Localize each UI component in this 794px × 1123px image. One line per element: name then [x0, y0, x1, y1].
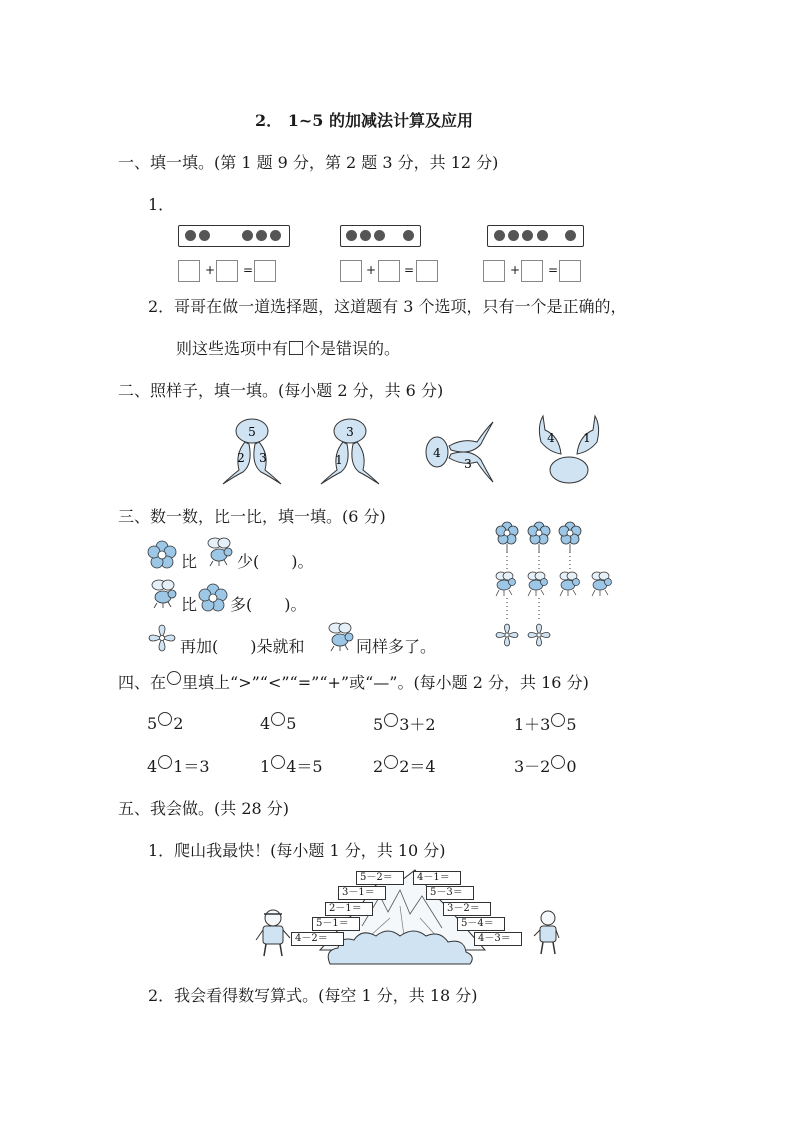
answer-circle-icon[interactable]: [271, 755, 285, 769]
section-4-heading-post: 里填上“>”“<”“=”“+”或“—”。(每小题 2 分，共 16 分): [182, 673, 589, 692]
petal-flower-icon: [528, 624, 550, 646]
bee-icon: [528, 572, 548, 596]
dot: [374, 230, 385, 241]
compare-right: 4＝5: [286, 757, 323, 776]
compare-right: 3＋2: [399, 715, 436, 734]
counting-illustration: [488, 520, 618, 652]
dot: [565, 230, 576, 241]
answer-box[interactable]: [521, 260, 543, 282]
answer-circle-icon[interactable]: [551, 755, 565, 769]
dot: [494, 230, 505, 241]
equation-box[interactable]: 4－1＝: [413, 871, 461, 885]
compare-left: 2: [373, 757, 384, 776]
dot: [242, 230, 253, 241]
page-title: 2． 1~5 的加减法计算及应用: [255, 111, 473, 130]
dot: [256, 230, 267, 241]
row-2-text-b: 多( )。: [230, 595, 307, 614]
section-1-heading: 一、填一填。(第 1 题 9 分，第 2 题 3 分，共 12 分): [118, 153, 499, 172]
question-2-line-1: 2．哥哥在做一道选择题，这道题有 3 个选项，只有一个是正确的，: [148, 297, 627, 316]
dot: [522, 230, 533, 241]
dot: [537, 230, 548, 241]
compare-item: [147, 754, 210, 777]
compare-left: 5: [373, 715, 384, 734]
decomposition-figures: [215, 412, 645, 486]
bee-icon: [203, 535, 235, 567]
compare-right: 5: [566, 715, 577, 734]
circle-icon: [167, 671, 181, 685]
flower-icon: [496, 522, 518, 552]
boy-left-icon: [256, 910, 290, 956]
answer-circle-icon[interactable]: [551, 713, 565, 727]
compare-left: 4: [147, 757, 158, 776]
equals-sign: =: [243, 263, 254, 277]
compare-left: 4: [260, 714, 271, 733]
answer-box[interactable]: [483, 260, 505, 282]
answer-box[interactable]: [340, 260, 362, 282]
answer-box[interactable]: [416, 260, 438, 282]
section-2-heading: 二、照样子，填一填。(每小题 2 分，共 6 分): [118, 381, 444, 400]
compare-item: [514, 754, 577, 777]
flower-icon: [147, 540, 177, 570]
group-2-left-number: 1: [335, 453, 343, 467]
compare-item: [373, 712, 436, 735]
plus-sign: +: [366, 263, 377, 277]
petal-flower-icon: [148, 624, 176, 652]
dot: [270, 230, 281, 241]
dot-bar-2: [340, 225, 421, 247]
equation-box[interactable]: 4－2＝: [291, 932, 344, 946]
compare-left: 1: [260, 757, 271, 776]
answer-circle-icon[interactable]: [384, 755, 398, 769]
decomposition-group-3: [426, 422, 493, 482]
section-4-heading-pre: 四、在: [118, 673, 167, 692]
answer-box[interactable]: [254, 260, 276, 282]
group-3-left-number: 4: [433, 446, 441, 460]
section-5-heading: 五、我会做。(共 28 分): [118, 799, 290, 818]
section-3-heading: 三、数一数，比一比，填一填。(6 分): [118, 507, 386, 526]
group-4-right-number: 1: [583, 431, 591, 445]
answer-box[interactable]: [178, 260, 200, 282]
compare-item: [373, 754, 436, 777]
flowers-row: [496, 522, 581, 552]
dot: [199, 230, 210, 241]
row-1-text-b: 少( )。: [237, 552, 314, 571]
compare-right: 2: [173, 714, 184, 733]
equation-box[interactable]: 4－3＝: [474, 932, 522, 946]
compare-item: [260, 712, 296, 733]
equation-box[interactable]: 5－1＝: [312, 917, 360, 931]
section-5-question-2: 2．我会看得数写算式。(每空 1 分，共 18 分): [148, 986, 478, 1005]
answer-circle-icon[interactable]: [271, 712, 285, 726]
compare-item: [514, 712, 577, 735]
dot-bar-1: [178, 225, 290, 247]
answer-box[interactable]: [216, 260, 238, 282]
question-2-line-2: [176, 336, 400, 359]
equation-box[interactable]: 3－2＝: [443, 902, 491, 916]
petal-flower-icon: [496, 624, 518, 646]
equals-sign: =: [548, 263, 559, 277]
compare-left: 5: [147, 714, 158, 733]
compare-item: [147, 712, 183, 733]
dot-bar-3: [487, 225, 584, 247]
equals-sign: =: [404, 263, 415, 277]
compare-left: 1＋3: [514, 715, 551, 734]
bee-icon: [147, 577, 179, 609]
dot: [185, 230, 196, 241]
question-2-text-pre: 则这些选项中有: [176, 339, 289, 358]
decomposition-group-4: [539, 416, 598, 483]
answer-circle-icon[interactable]: [158, 755, 172, 769]
group-2-top-number: 3: [346, 425, 354, 439]
section-4-heading: [118, 670, 589, 693]
equation-box[interactable]: 5－2＝: [356, 871, 404, 885]
compare-right: 2＝4: [399, 757, 436, 776]
group-3-bottom-number: 3: [464, 457, 472, 471]
bee-icon: [324, 620, 356, 652]
dot: [360, 230, 371, 241]
question-1-number: 1．: [148, 195, 175, 214]
group-1-left-number: 2: [237, 451, 245, 465]
boy-right-icon: [534, 911, 559, 954]
question-2-text-post: 个是错误的。: [304, 339, 401, 358]
plus-sign: +: [205, 263, 216, 277]
flower-icon: [559, 522, 581, 552]
bees-row: [496, 572, 612, 596]
row-3-text-a: 再加( )朵就和: [180, 637, 305, 656]
petal-flowers-row: [496, 624, 550, 646]
equation-box[interactable]: 5－4＝: [457, 917, 505, 931]
answer-circle-icon[interactable]: [158, 712, 172, 726]
flower-icon: [528, 522, 550, 552]
compare-item: [260, 754, 323, 777]
bee-icon: [496, 572, 516, 596]
answer-box[interactable]: [378, 260, 400, 282]
equation-box[interactable]: 2－1＝: [325, 902, 373, 916]
flower-icon: [198, 583, 228, 613]
group-1-right-number: 3: [259, 451, 267, 465]
equation-box[interactable]: 3－1＝: [338, 886, 386, 900]
equation-box[interactable]: 5－3＝: [426, 886, 474, 900]
group-1-top-number: 5: [248, 425, 256, 439]
row-3-text-b: 同样多了。: [356, 637, 437, 656]
dot: [403, 230, 414, 241]
plus-sign: +: [510, 263, 521, 277]
compare-right: 0: [566, 757, 577, 776]
compare-left: 3－2: [514, 757, 551, 776]
decomposition-group-2: [321, 419, 379, 484]
row-2-text-a: 比: [181, 595, 198, 614]
dot: [346, 230, 357, 241]
blank-square-icon[interactable]: [289, 341, 303, 355]
bee-icon: [592, 572, 612, 596]
compare-right: 1＝3: [173, 757, 210, 776]
mountain-illustration: [250, 866, 560, 966]
row-1-text-a: 比: [181, 552, 198, 571]
answer-box[interactable]: [559, 260, 581, 282]
bee-icon: [560, 572, 580, 596]
answer-circle-icon[interactable]: [384, 713, 398, 727]
group-4-left-number: 4: [547, 431, 555, 445]
section-5-question-1: 1．爬山我最快！(每小题 1 分，共 10 分): [148, 841, 446, 860]
decomposition-group-1: [223, 419, 281, 484]
compare-right: 5: [286, 714, 297, 733]
dot: [508, 230, 519, 241]
